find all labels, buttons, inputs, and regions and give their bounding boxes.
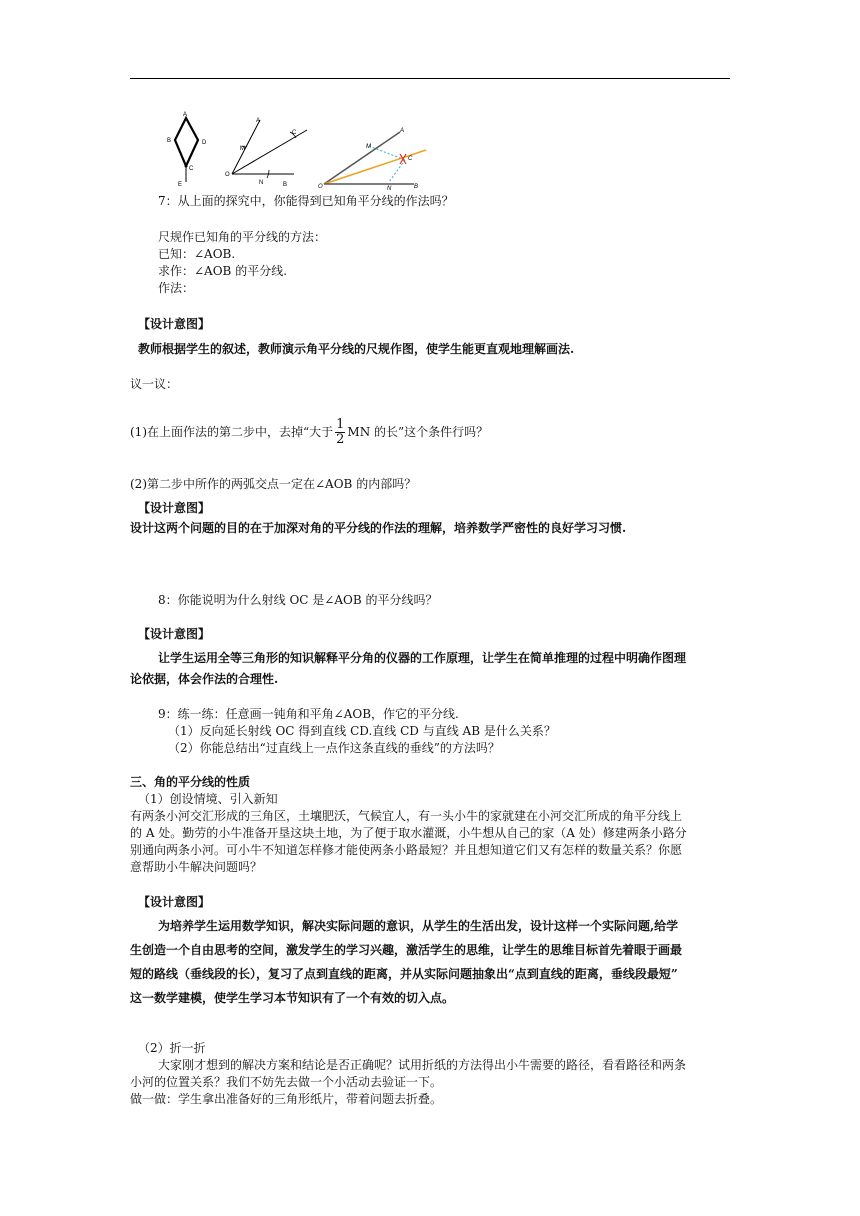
- fig2-label-n: N: [259, 180, 264, 186]
- figure-angle-arcs: [222, 112, 314, 192]
- fig3-label-o: O: [318, 184, 323, 190]
- section-3-sub-2: （2）折一折: [138, 1041, 206, 1055]
- known-line: 已知：∠AOB.: [158, 247, 236, 261]
- question-9-2: （2）你能总结出“过直线上一点作这条直线的垂线”的方法吗？: [168, 741, 500, 755]
- fig2-label-a: A: [256, 118, 261, 124]
- section-3-para-1: 有两条小河交汇形成的三角区，土壤肥沃，气候宜人，有一头小牛的家就建在小河交汇所成的角平分线上: [130, 809, 683, 823]
- design-intent-heading-3: 【设计意图】: [138, 627, 211, 641]
- discuss-q1: [130, 418, 488, 447]
- section-3-2-para-1: 大家刚才想到的解决方案和结论是否正确呢？试用折纸的方法得出小牛需要的路径，看看路径和两条: [158, 1058, 687, 1072]
- section-3-sub-1: （1）创设情境、引入新知: [138, 792, 278, 806]
- fig3-label-n: N: [387, 186, 392, 192]
- design-intent-text-4b: 生创造一个自由思考的空间，激发学生的学习兴趣，激活学生的思维，让学生的思维目标首先着眼于画最: [130, 943, 683, 957]
- fig1-label-d: D: [202, 140, 207, 146]
- fig1-label-c: C: [189, 166, 194, 172]
- design-intent-text-1: 教师根据学生的叙述，教师演示角平分线的尺规作图，使学生能更直观地理解画法.: [138, 342, 575, 356]
- figure-bisector-colored: [314, 122, 432, 194]
- discuss-heading: 议一议：: [130, 377, 179, 391]
- fig3-label-c: C: [408, 156, 413, 162]
- discuss-q1-pre: (1)在上面作法的第二步中，去掉“大于: [130, 425, 334, 439]
- question-9: 9：练一练：任意画一钝角和平角∠AOB，作它的平分线.: [158, 707, 459, 721]
- question-8: 8：你能说明为什么射线 OC 是∠AOB 的平分线吗？: [158, 593, 438, 607]
- method-title: 尺规作已知角的平分线的方法：: [158, 230, 327, 244]
- fig1-label-e: E: [178, 182, 183, 188]
- fig3-label-m: M: [366, 144, 371, 150]
- design-intent-text-2: 设计这两个问题的目的在于加深对角的平分线的作法的理解，培养数学严密性的良好学习习惯.: [130, 521, 627, 535]
- figure-kite: [162, 108, 212, 188]
- fraction-one-half: [335, 418, 345, 447]
- find-line: 求作：∠AOB 的平分线.: [158, 264, 288, 278]
- fraction-denominator: 2: [336, 432, 345, 447]
- design-intent-heading-1: 【设计意图】: [138, 317, 211, 331]
- section-3-para-3: 别通向两条小河。可小牛不知道怎样修才能使两条小路最短？并且想知道它们又有怎样的数量关系？你愿: [130, 843, 683, 857]
- question-7: 7：从上面的探究中，你能得到已知角平分线的作法吗？: [158, 194, 454, 208]
- fig3-label-b: B: [414, 184, 419, 190]
- design-intent-heading-2: 【设计意图】: [138, 501, 211, 515]
- design-intent-text-3b: 论依据，体会作法的合理性.: [130, 672, 279, 686]
- fig1-label-b: B: [167, 138, 172, 144]
- method-line: 作法：: [158, 281, 195, 295]
- design-intent-heading-4: 【设计意图】: [138, 895, 211, 909]
- design-intent-text-3a: 让学生运用全等三角形的知识解释平分角的仪器的工作原理，让学生在简单推理的过程中明确作图理: [158, 651, 687, 665]
- fraction-numerator: 1: [336, 417, 345, 432]
- fig2-label-b: B: [283, 182, 288, 188]
- header-rule: [130, 78, 730, 79]
- fig2-label-m: M: [240, 146, 245, 152]
- fig3-label-a: A: [400, 128, 405, 134]
- discuss-q1-post: MN 的长”这个条件行吗？: [347, 425, 489, 439]
- fig2-label-c: C: [292, 130, 297, 136]
- section-3-2-para-3: 做一做：学生拿出准备好的三角形纸片，带着问题去折叠。: [130, 1092, 443, 1106]
- fig1-label-a: A: [183, 112, 188, 118]
- section-3-para-2: 的 A 处。勤劳的小牛准备开垦这块土地，为了便于取水灌溉，小牛想从自己的家（A 处）修建两条小路分: [130, 826, 687, 840]
- question-9-1: （1）反向延长射线 OC 得到直线 CD.直线 CD 与直线 AB 是什么关系？: [168, 724, 556, 738]
- section-3-para-4: 意帮助小牛解决问题吗？: [130, 860, 263, 874]
- design-intent-text-4a: 为培养学生运用数学知识，解决实际问题的意识，从学生的生活出发，设计这样一个实际问题,给学: [158, 919, 679, 933]
- section-3-heading: 三、角的平分线的性质: [130, 775, 251, 789]
- section-3-2-para-2: 小河的位置关系？我们不妨先去做一个小活动去验证一下。: [130, 1075, 443, 1089]
- discuss-q2: (2)第二步中所作的两弧交点一定在∠AOB 的内部吗？: [130, 477, 417, 491]
- design-intent-text-4d: 这一数学建模，使学生学习本节知识有了一个有效的切入点。: [130, 991, 455, 1005]
- design-intent-text-4c: 短的路线（垂线段的长），复习了点到直线的距离，并从实际问题抽象出“点到直线的距离，垂线段最短”: [130, 967, 678, 981]
- fig2-label-o: O: [225, 172, 230, 178]
